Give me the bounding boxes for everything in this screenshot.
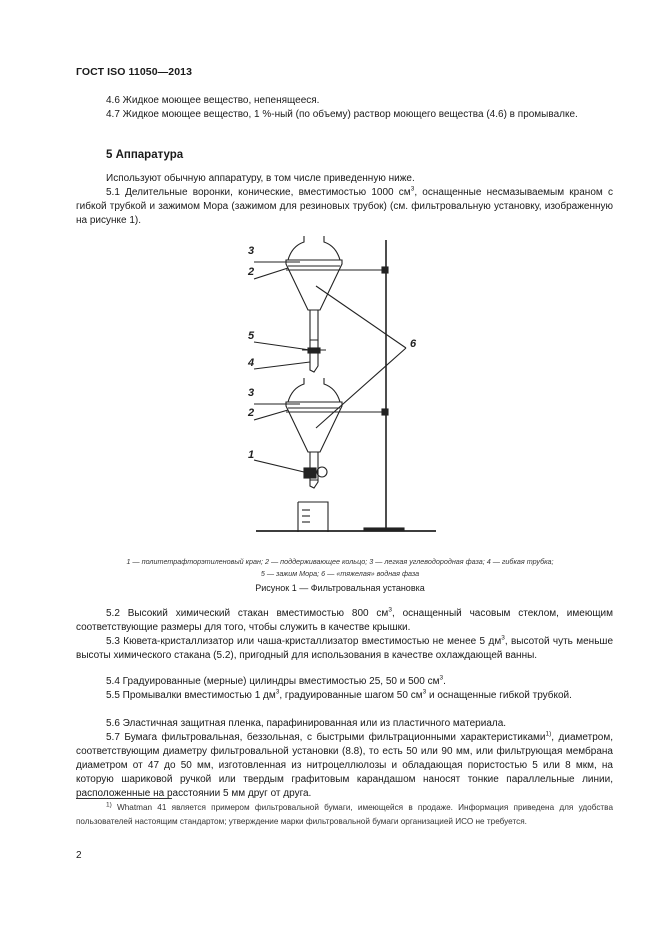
section-title: 5 Аппаратура <box>106 149 184 161</box>
paragraph-5-4: 5.4 Градуированные (мерные) цилиндры вместимостью 25, 50 и 500 $см^3$. <box>106 674 446 687</box>
figure-label-3-top: 3 <box>248 245 255 257</box>
paragraph-5-3: 5.3 Кювета-кристаллизатор или чаша-кристаллизатор вместимостью не менее 5 $дм^3$, высотой чуть меньше высоты химического стакана (5.2), пригодный для использования в качестве охлаждающей ванны. <box>76 634 614 661</box>
figure-label-3-bottom: 3 <box>248 387 255 399</box>
paragraph-5-5: 5.5 Промывалки вместимостью 1 $дм^3$, градуированные шагом 50 $см^3$ и оснащенные гибкой трубкой. <box>106 688 572 701</box>
paragraph-5-1: 5.1 Делительные воронки, конические, вместимостью 1000 $см^3$, оснащенные несмазываемым краном с гибкой трубкой и зажимом Мора (зажимом для резиновых трубок) (см. фильтровальную установку, изображенную на рисунке 1). <box>76 185 613 226</box>
figure-label-2-bottom: 2 <box>248 407 255 419</box>
figure-caption: Рисунок 1 — Фильтровальная установка <box>255 583 425 593</box>
figure-label-2-top: 2 <box>248 266 255 278</box>
paragraph-4-6: 4.6 Жидкое моющее вещество, непенящееся. <box>106 95 320 106</box>
paragraph-5-2: 5.2 Высокий химический стакан вместимостью 800 $см^3$, оснащенный часовым стеклом, имеющим соответствующие размеры для того, чтобы служить в качестве крышки. <box>76 606 614 633</box>
page-number: 2 <box>76 850 82 861</box>
figure-label-5: 5 <box>248 330 255 342</box>
figure-label-6: 6 <box>410 338 417 350</box>
figure-legend <box>60 556 620 580</box>
filtration-apparatus-figure <box>240 232 440 532</box>
figure-legend-line-2: 5 — зажим Мора; 6 — «тяжелая» водная фаза <box>260 569 420 578</box>
paragraph-5-7: 5.7 Бумага фильтровальная, беззольная, с быстрыми фильтрационными характеристиками$^{1)}$, диаметром, соответствующим диаметру фильтровальной установки (8.8), то есть 50 или 90 мм, или фильтрующая мембрана диаметром от 47 до 50 мм, изготовленная из нитроцеллюлозы и обладающая пористостью 5 или 8 мкм, на которую шариковой ручкой или твердым графитовым карандашом наносят тонкие параллельные линии, расположенные на расстоянии 5 мм друг от друга. <box>76 730 613 799</box>
figure-legend-line-1: 1 — политетрафторэтиленовый кран; 2 — поддерживающее кольцо; 3 — легкая углеводородная фаза; 4 — гибкая трубка; <box>126 557 554 566</box>
paragraph-intro: Используют обычную аппаратуру, в том числе приведенную ниже. <box>106 173 415 184</box>
footnote: $^{1)}$ Whatman 41 является примером фильтровальной бумаги, имеющейся в продаже. Информация приведена для удобства пользователей настоящим стандартом; утверждение марки фильтровальной бумаги организацией ИСО не требуется. <box>76 801 613 826</box>
figure-label-4: 4 <box>248 357 255 369</box>
document-header: ГОСТ ISO 11050—2013 <box>76 66 193 78</box>
paragraph-5-6: 5.6 Эластичная защитная пленка, парафинированная или из пластичного материала. <box>106 718 507 729</box>
figure-label-1: 1 <box>248 449 255 461</box>
footnote-separator <box>76 798 172 799</box>
paragraph-4-7: 4.7 Жидкое моющее вещество, 1 %-ный (по объему) раствор моющего вещества (4.6) в промывалке. <box>106 109 578 120</box>
